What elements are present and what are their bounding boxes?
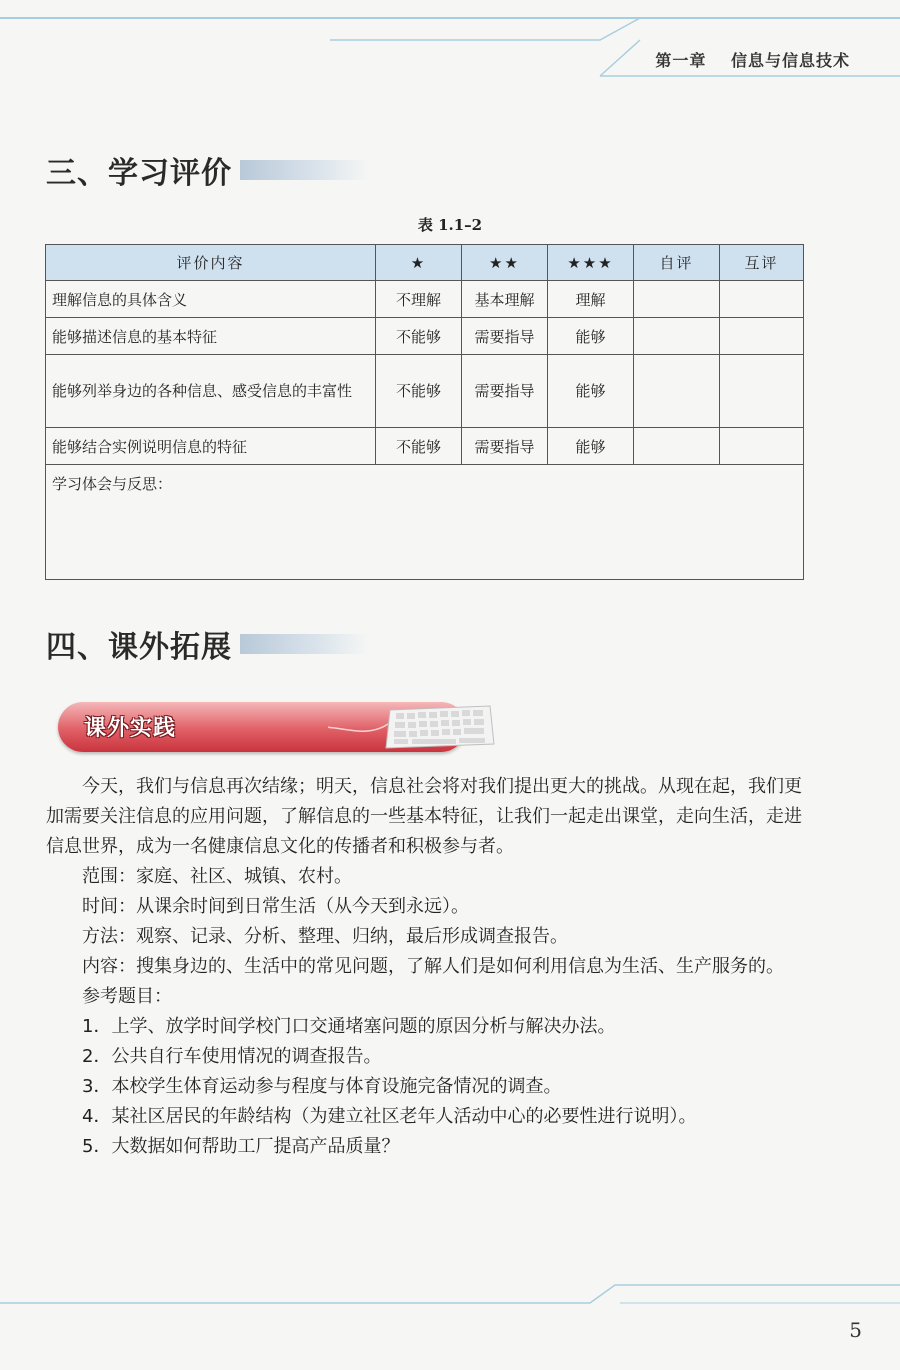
table-header-row [46,245,804,281]
reference-label: 参考题目： [82,986,172,1007]
column-header-three-star: ★★★ [548,245,634,281]
table-row [46,428,804,465]
section-title-evaluation: 三、学习评价 [46,156,232,191]
peer-eval-cell[interactable] [720,281,804,318]
table-caption: 表 1.1–2 [417,216,483,234]
self-eval-cell[interactable] [634,428,720,465]
time-line: 时间：从课余时间到日常生活（从今天到永远）。 [82,896,469,917]
reflection-label: 学习体会与反思： [52,475,173,493]
row-three-star: 能够 [548,318,634,355]
column-header-peer: 互评 [720,245,804,281]
column-header-one-star: ★ [376,245,462,281]
running-head [655,48,850,71]
evaluation-table [45,244,804,580]
reflection-row [46,465,804,580]
section-title-extension: 四、课外拓展 [46,630,232,665]
peer-eval-cell[interactable] [720,428,804,465]
section-title-bar [240,634,370,654]
row-three-star: 能够 [548,355,634,428]
row-three-star: 理解 [548,281,634,318]
scope-line: 范围：家庭、社区、城镇、农村。 [82,866,352,887]
self-eval-cell[interactable] [634,281,720,318]
intro-paragraph: 今天，我们与信息再次结缘；明天，信息社会将对我们提出更大的挑战。从现在起，我们更加需要关注信息的应用问题，了解信息的一些基本特征，让我们一起走出课堂，走向生活，走进信息世界，成为一名健康信息文化的传播者和积极参与者。 [46,776,802,857]
table-row [46,281,804,318]
row-two-star: 需要指导 [462,355,548,428]
row-content: 能够结合实例说明信息的特征 [46,428,376,465]
column-header-content: 评价内容 [46,245,376,281]
chapter-number: 第一章 [655,51,707,70]
topic-item: 3．本校学生体育运动参与程度与体育设施完备情况的调查。 [82,1076,562,1097]
chapter-title: 信息与信息技术 [730,51,850,70]
page-number: 5 [849,1318,862,1342]
table-row [46,355,804,428]
row-content: 能够描述信息的基本特征 [46,318,376,355]
row-two-star: 需要指导 [462,428,548,465]
table-row [46,318,804,355]
section-title-bar [240,160,370,180]
banner-label: 课外实践 [84,716,177,741]
self-eval-cell[interactable] [634,318,720,355]
row-content: 理解信息的具体含义 [46,281,376,318]
row-two-star: 基本理解 [462,281,548,318]
topic-item: 2．公共自行车使用情况的调查报告。 [82,1046,382,1067]
row-one-star: 不能够 [376,318,462,355]
method-line: 方法：观察、记录、分析、整理、归纳，最后形成调查报告。 [82,926,568,947]
peer-eval-cell[interactable] [720,355,804,428]
practice-body [46,772,806,1162]
practice-banner [58,702,466,752]
content-paragraph: 内容：搜集身边的、生活中的常见问题，了解人们是如何利用信息为生活、生产服务的。 [82,956,784,977]
column-header-self: 自评 [634,245,720,281]
row-three-star: 能够 [548,428,634,465]
row-one-star: 不能够 [376,355,462,428]
topic-item: 1．上学、放学时间学校门口交通堵塞问题的原因分析与解决办法。 [82,1016,616,1037]
topic-item: 5．大数据如何帮助工厂提高产品质量？ [82,1136,400,1157]
peer-eval-cell[interactable] [720,318,804,355]
topic-item: 4．某社区居民的年龄结构（为建立社区老年人活动中心的必要性进行说明）。 [82,1106,697,1127]
reflection-cell[interactable] [46,465,804,580]
self-eval-cell[interactable] [634,355,720,428]
row-content: 能够列举身边的各种信息、感受信息的丰富性 [46,355,376,428]
row-one-star: 不能够 [376,428,462,465]
column-header-two-star: ★★ [462,245,548,281]
row-one-star: 不理解 [376,281,462,318]
keyboard-icon [328,704,498,750]
row-two-star: 需要指导 [462,318,548,355]
